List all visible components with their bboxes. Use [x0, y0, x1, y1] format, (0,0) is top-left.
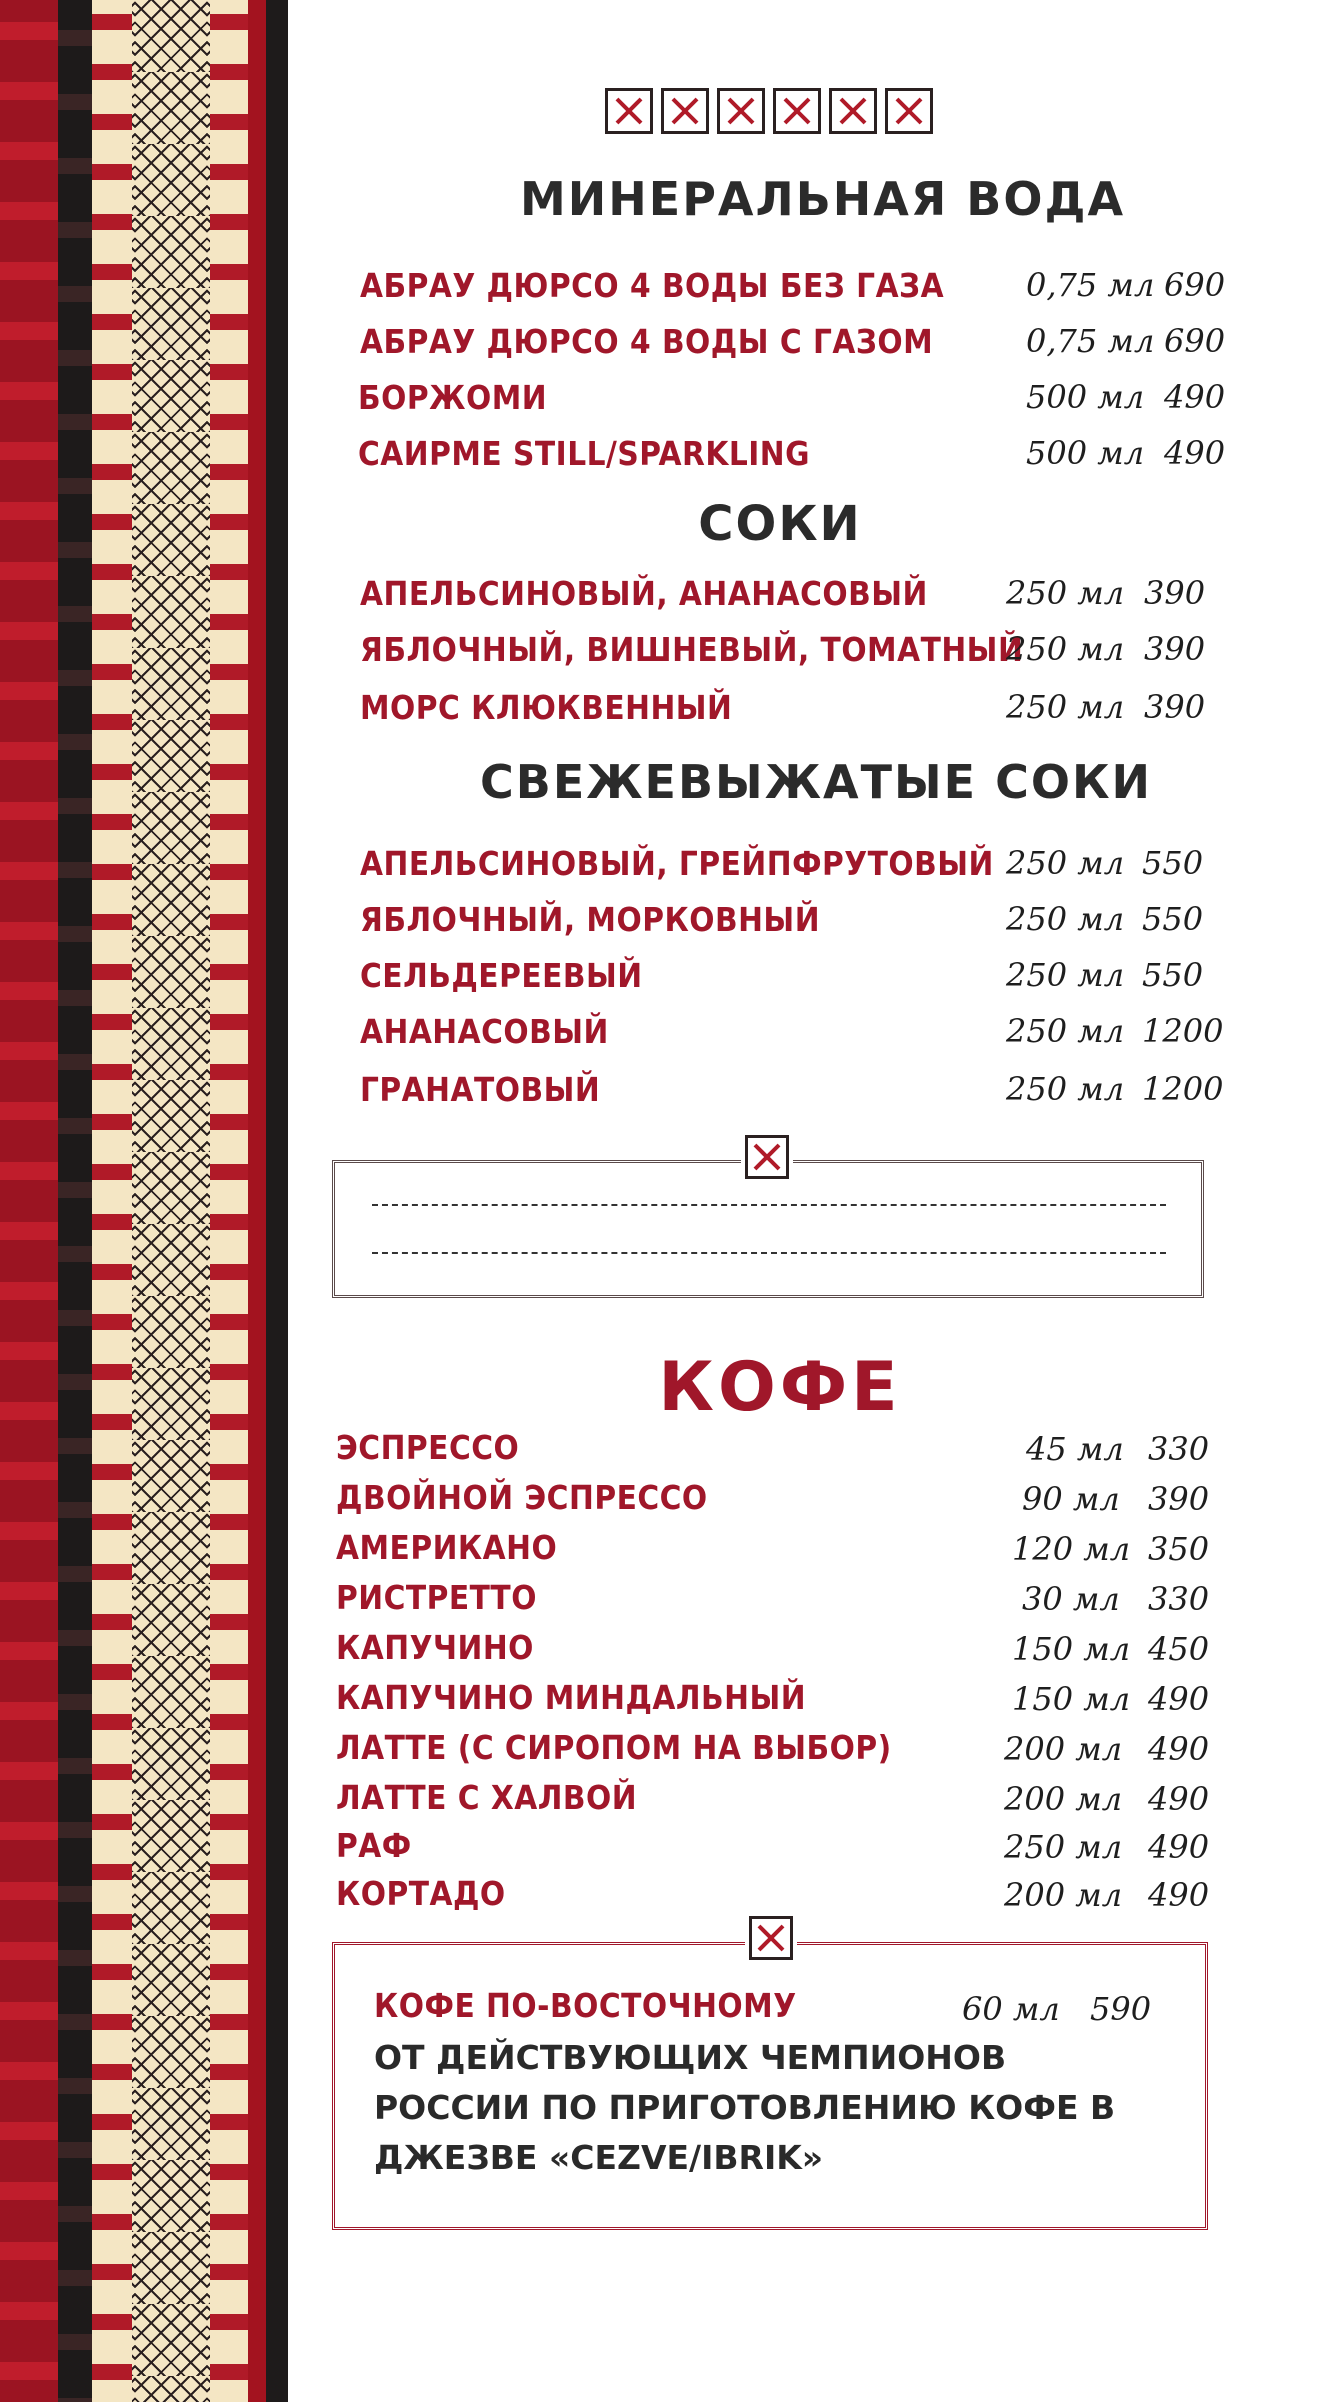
menu-item-price: 1200: [1142, 1012, 1224, 1050]
menu-item-name: ЯБЛОЧНЫЙ, ВИШНЕВЫЙ, ТОМАТНЫЙ: [360, 630, 1024, 669]
menu-item-volume: 250 мл: [1006, 1012, 1125, 1050]
menu-item-name: АБРАУ ДЮРСО 4 ВОДЫ С ГАЗОМ: [360, 322, 934, 361]
menu-item-volume: 120 мл: [1012, 1530, 1131, 1568]
menu-item-name: АНАНАСОВЫЙ: [360, 1012, 609, 1051]
menu-item-price: 690: [1164, 322, 1226, 360]
menu-item-name: КОРТАДО: [336, 1874, 506, 1913]
menu-item-price: 490: [1148, 1828, 1210, 1866]
cross-stitch-icon: [605, 88, 653, 134]
cezve-title: КОФЕ ПО-ВОСТОЧНОМУ: [374, 1986, 797, 2025]
menu-item-name: ДВОЙНОЙ ЭСПРЕССО: [336, 1478, 708, 1517]
menu-item-name: КАПУЧИНО: [336, 1628, 534, 1667]
menu-item-price: 390: [1144, 688, 1206, 726]
menu-item-volume: 250 мл: [1006, 900, 1125, 938]
menu-item-price: 1200: [1142, 1070, 1224, 1108]
menu-item-name: АПЕЛЬСИНОВЫЙ, АНАНАСОВЫЙ: [360, 574, 928, 613]
menu-item-volume: 0,75 мл: [1026, 266, 1155, 304]
menu-item-price: 450: [1148, 1630, 1210, 1668]
menu-item-price: 550: [1142, 844, 1204, 882]
dashed-line: [372, 1204, 1166, 1206]
cezve-price: 590: [1090, 1990, 1152, 2028]
ornament-border: [0, 0, 290, 2402]
menu-item-price: 490: [1164, 434, 1226, 472]
menu-item-name: РАФ: [336, 1826, 412, 1865]
menu-item-name: СЕЛЬДЕРЕЕВЫЙ: [360, 956, 643, 995]
menu-item-volume: 250 мл: [1006, 574, 1125, 612]
frame-emblem: [745, 1914, 797, 1964]
menu-item-name: БОРЖОМИ: [358, 378, 548, 417]
menu-item-volume: 500 мл: [1026, 434, 1145, 472]
menu-item-volume: 30 мл: [1022, 1580, 1120, 1618]
menu-item-volume: 250 мл: [1006, 956, 1125, 994]
menu-item-price: 390: [1148, 1480, 1210, 1518]
menu-item-price: 490: [1164, 378, 1226, 416]
menu-item-price: 490: [1148, 1780, 1210, 1818]
dashed-line: [372, 1252, 1166, 1254]
menu-item-price: 550: [1142, 956, 1204, 994]
cezve-description-line: ОТ ДЕЙСТВУЮЩИХ ЧЕМПИОНОВ: [374, 2038, 1007, 2077]
menu-item-price: 550: [1142, 900, 1204, 938]
menu-item-volume: 200 мл: [1004, 1730, 1123, 1768]
menu-item-price: 490: [1148, 1876, 1210, 1914]
menu-item-volume: 150 мл: [1012, 1630, 1131, 1668]
menu-item-price: 350: [1148, 1530, 1210, 1568]
menu-item-name: ЭСПРЕССО: [336, 1428, 520, 1467]
menu-item-volume: 250 мл: [1006, 688, 1125, 726]
menu-item-price: 490: [1148, 1680, 1210, 1718]
menu-item-name: МОРС КЛЮКВЕННЫЙ: [360, 688, 733, 727]
menu-item-volume: 45 мл: [1026, 1430, 1124, 1468]
menu-item-volume: 250 мл: [1004, 1828, 1123, 1866]
menu-item-volume: 500 мл: [1026, 378, 1145, 416]
menu-item-name: АПЕЛЬСИНОВЫЙ, ГРЕЙПФРУТОВЫЙ: [360, 844, 994, 883]
cross-stitch-icon: [717, 88, 765, 134]
menu-item-volume: 200 мл: [1004, 1780, 1123, 1818]
cezve-description-line: ДЖЕЗВЕ «CEZVE/IBRIK»: [374, 2138, 824, 2177]
cross-stitch-motif-row: [605, 88, 940, 134]
cross-stitch-icon: [745, 1135, 789, 1179]
menu-item-name: РИСТРЕТТО: [336, 1578, 537, 1617]
cross-stitch-icon: [829, 88, 877, 134]
menu-item-name: ЯБЛОЧНЫЙ, МОРКОВНЫЙ: [360, 900, 821, 939]
menu-item-price: 330: [1148, 1580, 1210, 1618]
menu-item-name: ЛАТТЕ (С СИРОПОМ НА ВЫБОР): [336, 1728, 892, 1767]
section-title-juices: СОКИ: [698, 496, 862, 552]
menu-item-name: САИРМЕ STILL/SPARKLING: [358, 434, 811, 473]
menu-item-name: АБРАУ ДЮРСО 4 ВОДЫ БЕЗ ГАЗА: [360, 266, 945, 305]
menu-item-volume: 90 мл: [1022, 1480, 1120, 1518]
section-title-fresh-juices: СВЕЖЕВЫЖАТЫЕ СОКИ: [480, 755, 1153, 809]
menu-item-price: 490: [1148, 1730, 1210, 1768]
menu-item-name: ЛАТТЕ С ХАЛВОЙ: [336, 1778, 638, 1817]
section-title-mineral-water: МИНЕРАЛЬНАЯ ВОДА: [520, 172, 1126, 226]
menu-item-volume: 0,75 мл: [1026, 322, 1155, 360]
menu-item-name: АМЕРИКАНО: [336, 1528, 558, 1567]
cross-stitch-icon: [773, 88, 821, 134]
section-title-coffee: КОФЕ: [658, 1348, 902, 1427]
menu-item-price: 390: [1144, 630, 1206, 668]
menu-item-volume: 250 мл: [1006, 844, 1125, 882]
cross-stitch-icon: [749, 1916, 793, 1960]
menu-item-name: КАПУЧИНО МИНДАЛЬНЫЙ: [336, 1678, 807, 1717]
menu-item-volume: 200 мл: [1004, 1876, 1123, 1914]
frame-emblem: [741, 1133, 793, 1183]
cross-stitch-icon: [661, 88, 709, 134]
cezve-description-line: РОССИИ ПО ПРИГОТОВЛЕНИЮ КОФЕ В: [374, 2088, 1116, 2127]
menu-item-price: 390: [1144, 574, 1206, 612]
cezve-volume: 60 мл: [962, 1990, 1060, 2028]
menu-item-name: ГРАНАТОВЫЙ: [360, 1070, 601, 1109]
cross-stitch-icon: [885, 88, 933, 134]
menu-item-price: 690: [1164, 266, 1226, 304]
menu-item-volume: 250 мл: [1006, 630, 1125, 668]
menu-item-volume: 250 мл: [1006, 1070, 1125, 1108]
menu-item-volume: 150 мл: [1012, 1680, 1131, 1718]
menu-item-price: 330: [1148, 1430, 1210, 1468]
